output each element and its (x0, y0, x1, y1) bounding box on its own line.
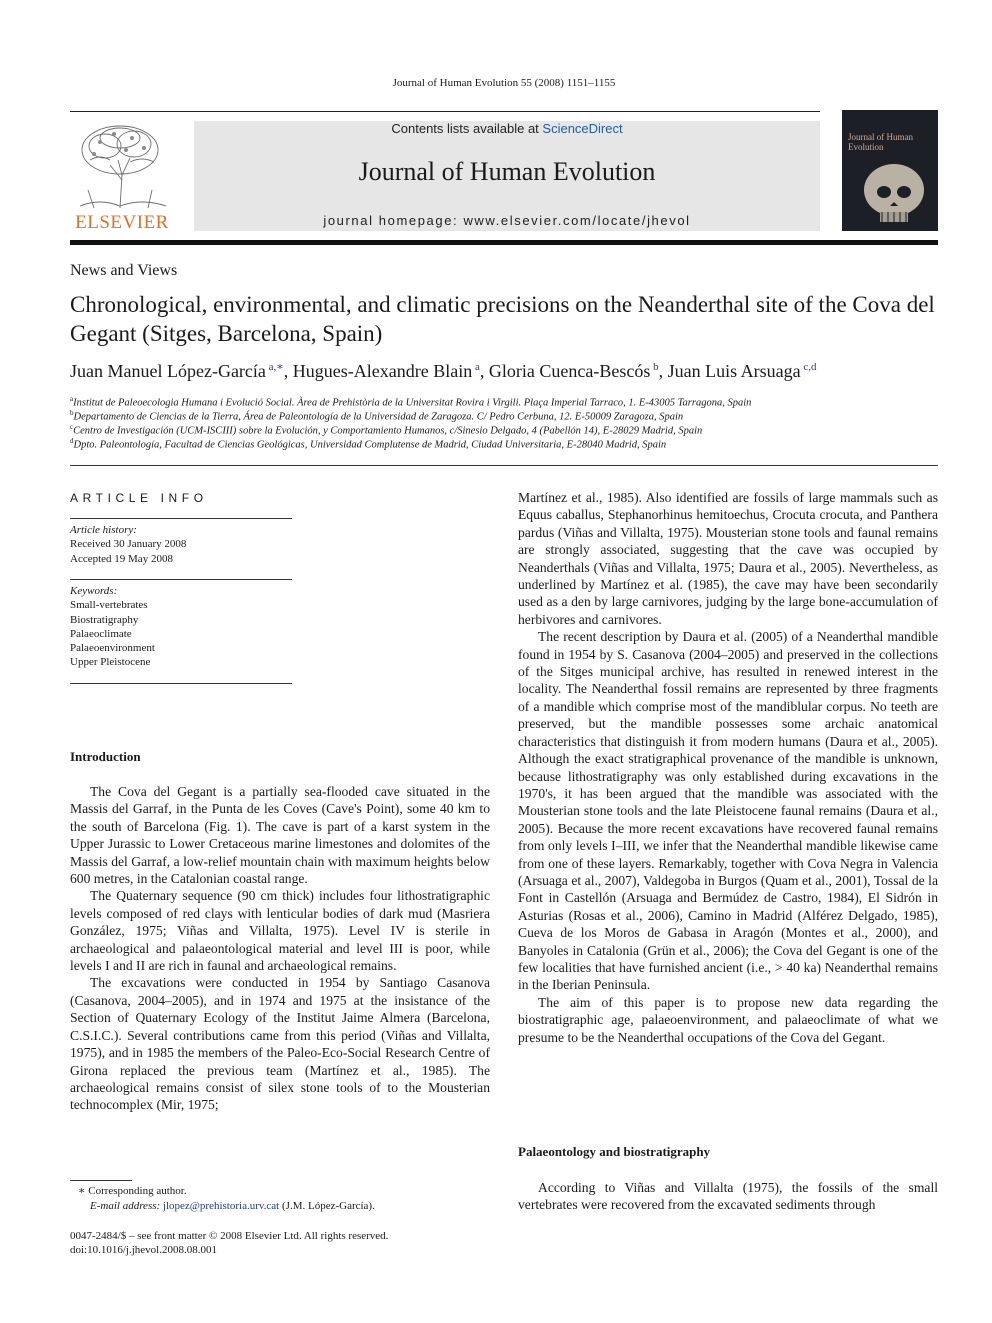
body-text-right-continued (518, 1179, 938, 1214)
email-suffix: (J.M. López-García). (279, 1200, 375, 1212)
paper-title: Chronological, environmental, and climatic precisions on the Neanderthal site of the Cova del Gegant (Sitges, Barcelona, Spain) (70, 292, 935, 346)
paragraph: The Quaternary sequence (90 cm thick) includes four lithostratigraphic levels composed of red clays with lenticular bodies of dark mud (Masriera González, 1975; Viñas and Villalta, 1975). Level IV is sterile in archaeological and palaeontological material and level III is poor, while levels I and II are rich in faunal and archaeological remains. (70, 888, 490, 974)
affiliation: $^a$Institut de Paleoecologia Humana i Evolució Social. Àrea de Prehistòria de la Universitat Rovira i Virgili. Plaça Imperial Tarraco, 1. E-43005 Tarragona, Spain (70, 395, 752, 409)
keywords-label: Keywords: (70, 585, 118, 597)
journal-homepage[interactable]: journal homepage: www.elsevier.com/locate/jhevol (323, 213, 691, 228)
author-name: Gloria Cuenca-Bescós (488, 361, 651, 381)
article-history (70, 523, 186, 566)
elsevier-logo[interactable] (70, 120, 174, 233)
author-affiliation-ref[interactable]: c,d (803, 361, 817, 373)
doi-line[interactable]: doi:10.1016/j.jhevol.2008.08.001 (70, 1244, 217, 1256)
author-affiliation-ref[interactable]: b (653, 361, 659, 373)
keywords-block (70, 584, 155, 670)
corresponding-author: ∗ Corresponding author. (78, 1185, 187, 1197)
footnote-rule (70, 1180, 132, 1181)
title-block-rule (70, 465, 938, 466)
paragraph: According to Viñas and Villalta (1975), the fossils of the small vertebrates were recovered from the excavated sediments through (518, 1180, 938, 1213)
email-link[interactable]: jlopez@prehistoria.urv.cat (162, 1200, 280, 1212)
paragraph: The excavations were conducted in 1954 by Santiago Casanova (Casanova, 2004–2005), and in 1974 and 1975 at the insistance of the Section of Quaternary Ecology of the Institut Jaime Almera (Barcelona, C.S.I.C.). Several contributions came from this period (Viñas and Villalta, 1975), and in 1985 the members of the Paleo-Eco-Social Research Centre of Girona replaced the previous team (Martínez et al., 1985). The archaeological remains consist of silex stone tools of to the Mousterian technocomplex (Mir, 1975; (70, 975, 490, 1113)
paragraph: The aim of this paper is to propose new data regarding the biostratigraphic age, palaeoenvironment, and palaeoclimate of what we presume to be the Neanderthal occupations of the Cova del Gegant. (518, 994, 938, 1045)
section-heading-palaeontology: Palaeontology and biostratigraphy (518, 1144, 711, 1159)
header-thick-rule (70, 240, 938, 245)
article-info-rule (70, 579, 292, 580)
article-info-rule (70, 518, 292, 519)
contents-prefix: Contents lists available at (391, 121, 543, 136)
history-label: Article history: (70, 524, 137, 536)
keyword: Palaeoclimate (70, 627, 132, 640)
received-date: Received 30 January 2008 (70, 538, 187, 551)
author-name: Juan Manuel López-García (70, 361, 266, 381)
contents-availability (194, 121, 820, 136)
affiliation: $^d$Dpto. Paleontología, Facultad de Ciencias Geológicas, Universidad Complutense de Madrid, Ciudad Universitaria, E-28040 Madrid, Spain (70, 437, 667, 451)
corresponding-footnote (70, 1184, 375, 1214)
cover-title: Journal of Human Evolution (848, 132, 913, 152)
author-affiliation-ref[interactable]: a,∗ (268, 361, 284, 373)
copyright-block (70, 1229, 388, 1257)
journal-citation: Journal of Human Evolution 55 (2008) 1151–1155 (392, 77, 616, 89)
email-line (70, 1199, 375, 1214)
section-heading-introduction: Introduction (70, 749, 141, 764)
keyword: Small-vertebrates (70, 599, 148, 612)
author-list: Juan Manuel López-García $^{a,∗}$, Hugues-Alexandre Blain $^a$, Gloria Cuenca-Bescós $^b$, Juan Luis Arsuaga $^{c,d}$ (70, 361, 817, 381)
keyword: Upper Pleistocene (70, 656, 151, 669)
affiliation: $^b$Departamento de Ciencias de la Tierra, Área de Paleontología de la Universidad de Zaragoza. C/ Pedro Cerbuna, 12. E-50009 Zaragoza, Spain (70, 409, 684, 423)
keyword: Biostratigraphy (70, 613, 139, 626)
paragraph: The recent description by Daura et al. (2005) of a Neanderthal mandible found in 1954 by S. Casanova (2004–2005) and preserved in the collections of the Sitges municipal archive, has resulted in renewed interest in the locality. The Neanderthal fossil remains are represented by three fragments of a mandible which comprise most of the mandiblular corpus. No teeth are preserved, but the mandible possesses some archaic anatomical characteristics that distinguish it from modern humans (Daura et al., 2005). Although the exact stratigraphical provenance of the mandible is unknown, because lithostratigraphy was only established during excavations in the 1970's, it has been argued that the mandible was associated with the Mousterian stone tools and the late Pleistocene faunal remains (Daura et al., 2005). Because the more recent excavations have recovered faunal remains from only levels I–III, we infer that the Neanderthal mandible likewise came from one of these layers. Remarkably, together with Cova Negra in Valencia (Arsuaga et al., 2007), Valdegoba in Burgos (Quam et al., 2001), Tossal de la Font in Castellón (Arsuaga and Bermúdez de Castro, 1984), El Sidrón in Asturias (Rosas et al., 2006), Camino in Madrid (Alférez Delgado, 1985), Cueva de los Moros de Gabasa in Aragón (Montes et al., 2000), and Banyoles in Catalonia (Grün et al., 2006); the Cova del Gegant is one of the few localities that have furnished ancient (i.e., > 40 ka) Neanderthal remains in the Iberian Peninsula. (518, 629, 938, 993)
author-name: Juan Luis Arsuaga (667, 361, 801, 381)
paragraph: The Cova del Gegant is a partially sea-flooded cave situated in the Massis del Garraf, in the Punta de les Coves (Cave's Point), some 40 km to the south of Barcelona (Fig. 1). The cave is part of a karst system in the Upper Jurassic to Lower Cretaceous marine limestones and dolomites of the Massis del Garraf, a low-relief mountain chain with maximum heights below 600 metres, in the Catalonian coastal range. (70, 784, 490, 887)
header-rule (70, 111, 820, 112)
keyword: Palaeoenvironment (70, 642, 155, 655)
paragraph: Martínez et al., 1985). Also identified are fossils of large mammals such as Equus caballus, Stephanorhinus hemitoechus, Crocuta crocuta, and Panthera pardus (Viñas and Villalta, 1975). Mousterian stone tools and faunal remains are strongly associated, suggesting that the cave was occupied by Neanderthals (Viñas and Villalta, 1975; Daura et al., 2005). Nevertheless, as underlined by Martínez et al. (1985), the cave may have been secondarily used as a den by large carnivores, judging by the large bone-accumulation of herbivores and carnivores. (518, 490, 938, 627)
article-type: News and Views (70, 262, 178, 279)
article-info-rule (70, 683, 292, 684)
sciencedirect-link[interactable]: ScienceDirect (542, 121, 623, 136)
publisher-wordmark: ELSEVIER (75, 212, 169, 233)
journal-title: Journal of Human Evolution (358, 157, 656, 186)
journal-cover-thumbnail[interactable] (842, 110, 938, 231)
author-name: Hugues-Alexandre Blain (292, 361, 473, 381)
body-text-right (518, 489, 938, 1046)
affiliation: $^c$Centro de Investigación (UCM-ISCIII) sobre la Evolución, y Comportamiento Humanos, c/Sinesio Delgado, 4 (Pabellón 14), E-28029 Madrid, Spain (70, 423, 703, 437)
copyright-line: 0047-2484/$ – see front matter © 2008 Elsevier Ltd. All rights reserved. (70, 1230, 389, 1242)
body-text-left (70, 783, 490, 1114)
article-info-heading: ARTICLE INFO (70, 491, 208, 505)
accepted-date: Accepted 19 May 2008 (70, 552, 173, 565)
author-affiliation-ref[interactable]: a (474, 361, 480, 373)
email-label: E-mail address: (90, 1200, 161, 1212)
skull-icon (842, 110, 938, 231)
